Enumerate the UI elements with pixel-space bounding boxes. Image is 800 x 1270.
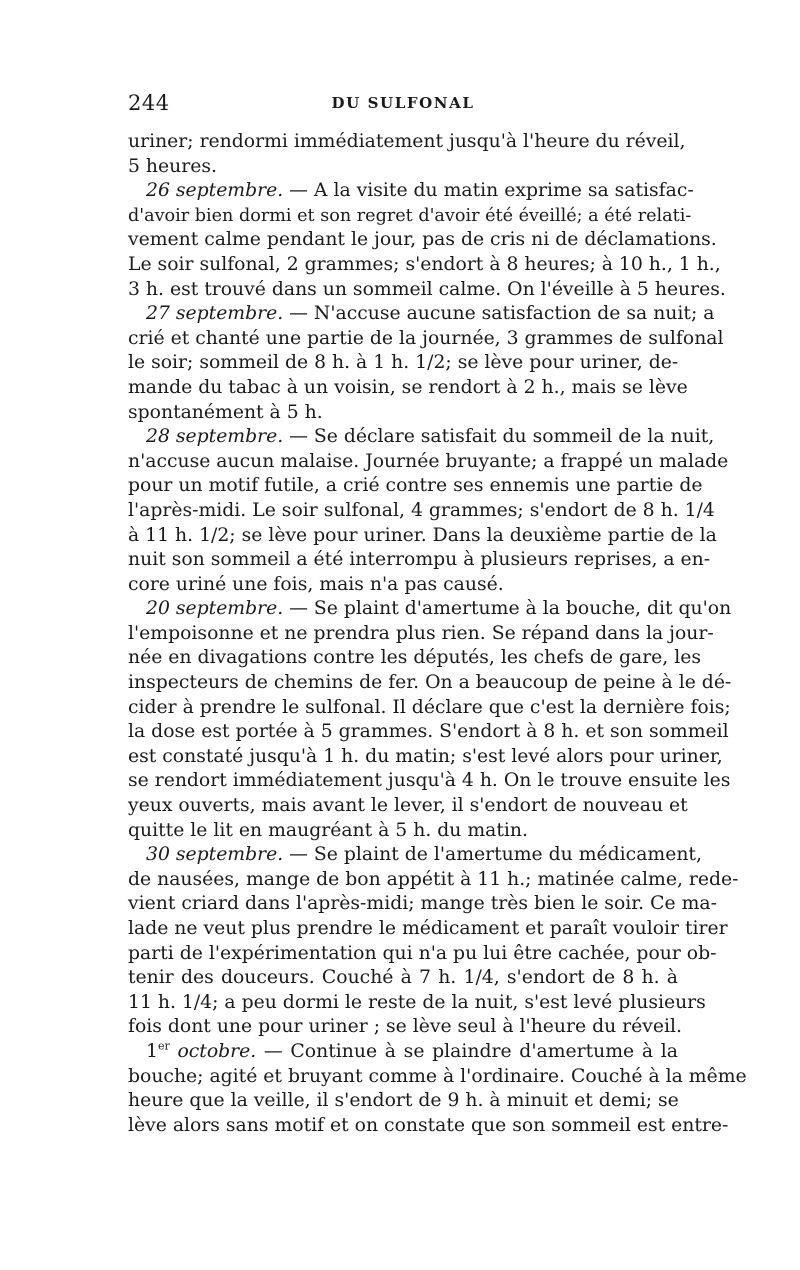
text-line: yeux ouverts, mais avant le lever, il s'endort de nouveau et (128, 795, 688, 817)
text-line: lève alors sans motif et on constate que son sommeil est entre- (128, 1114, 729, 1136)
text-line: 3 h. est trouvé dans un sommeil calme. On l'éveille à 5 heures. (128, 278, 726, 300)
entry-date: 26 septembre. (146, 180, 284, 202)
text-line: vement calme pendant le jour, pas de cris ni de déclamations. (128, 229, 717, 251)
paragraph (128, 130, 686, 179)
entry-date: 28 septembre. (146, 426, 284, 448)
text-line: core uriné une fois, mais n'a pas causé. (128, 573, 504, 595)
text-line (128, 425, 715, 450)
text-line: à 11 h. 1/2; se lève pour uriner. Dans la deuxième partie de la (128, 524, 717, 546)
text-line: vient criard dans l'après-midi; mange très bien le soir. Ce ma- (128, 893, 717, 915)
paragraph (128, 597, 732, 843)
entry-date: 30 septembre. (146, 844, 284, 866)
text-line: parti de l'expérimentation qui n'a pu lui être cachée, pour ob- (128, 942, 717, 964)
text-line: l'empoisonne et ne prendra plus rien. Se répand dans la jour- (128, 622, 714, 644)
text-line: née en divagations contre les députés, les chefs de gare, les (128, 647, 701, 669)
text-line: nuit son sommeil a été interrompu à plusieurs reprises, a en- (128, 549, 711, 571)
line-text: — Se plaint d'amertume à la bouche, dit qu'on (283, 598, 732, 620)
line-text: — Se déclare satisfait du sommeil de la nuit, (283, 426, 715, 448)
text-line: mande du tabac à un voisin, se rendort à 2 h., mais se lève (128, 376, 688, 398)
text-line: d'avoir bien dormi et son regret d'avoir été éveillé; a été relati- (128, 205, 692, 226)
entry-date: octobre. (169, 1040, 257, 1062)
entry-date: 20 septembre. (146, 598, 284, 620)
line-text: — A la visite du matin exprime sa satisfac- (283, 180, 694, 202)
text-line: 5 heures. (128, 155, 217, 177)
text-line: est constaté jusqu'à 1 h. du matin; s'est levé alors pour uriner, (128, 745, 723, 767)
text-line (128, 843, 702, 868)
text-line: cider à prendre le sulfonal. Il déclare que c'est la dernière fois; (128, 696, 731, 718)
text-line: inspecteurs de chemins de fer. On a beaucoup de peine à le dé- (128, 672, 732, 694)
text-line (128, 597, 732, 622)
entry-date-number: 1 (146, 1040, 158, 1062)
text-line: bouche; agité et bruyant comme à l'ordinaire. Couché à la même (128, 1065, 747, 1087)
text-line: l'après-midi. Le soir sulfonal, 4 grammes; s'endort de 8 h. 1/4 (128, 499, 715, 521)
line-text: — Continue à se plaindre d'amertume à la (256, 1040, 678, 1062)
text-line (128, 1040, 678, 1065)
text-line: spontanément à 5 h. (128, 401, 323, 423)
text-line (128, 302, 715, 327)
paragraph (128, 843, 739, 1040)
text-line: quitte le lit en maugréant à 5 h. du matin. (128, 819, 528, 841)
page-number: 244 (128, 91, 170, 115)
running-head: DU SULFONAL (331, 94, 475, 112)
text-line: se rendort immédiatement jusqu'à 4 h. On le trouve ensuite les (128, 770, 731, 792)
entry-date: 27 septembre. (146, 303, 284, 325)
page-body (128, 130, 747, 1138)
paragraph (128, 1039, 747, 1138)
text-line: crié et chanté une partie de la journée, 3 grammes de sulfonal (128, 327, 724, 349)
text-line: la dose est portée à 5 grammes. S'endort à 8 h. et son sommeil (128, 721, 729, 743)
text-line: pour un motif futile, a crié contre ses ennemis une partie de (128, 475, 703, 497)
text-line: lade ne veut plus prendre le médicament et paraît vouloir tirer (128, 918, 728, 939)
paragraph (128, 425, 729, 597)
text-line: de nausées, mange de bon appétit à 11 h.; matinée calme, rede- (128, 868, 739, 890)
page-header (128, 91, 678, 121)
entry-date-superscript: er (157, 1039, 170, 1053)
line-text: — Se plaint de l'amertume du médicament, (283, 844, 702, 866)
paragraph (128, 302, 724, 425)
text-line: n'accuse aucun malaise. Journée bruyante; a frappé un malade (128, 450, 729, 472)
text-line (128, 179, 694, 204)
line-text: — N'accuse aucune satisfaction de sa nuit; a (283, 303, 715, 325)
text-line: Le soir sulfonal, 2 grammes; s'endort à 8 heures; à 10 h., 1 h., (128, 253, 721, 275)
text-line: tenir des douceurs. Couché à 7 h. 1/4, s'endort de 8 h. à (128, 967, 678, 989)
text-line: heure que la veille, il s'endort de 9 h. à minuit et demi; se (128, 1090, 679, 1112)
text-line: fois dont une pour uriner ; se lève seul à l'heure du réveil. (128, 1016, 682, 1038)
text-line: le soir; sommeil de 8 h. à 1 h. 1/2; se lève pour uriner, de- (128, 352, 679, 374)
text-line: uriner; rendormi immédiatement jusqu'à l'heure du réveil, (128, 131, 686, 152)
text-line: 11 h. 1/4; a peu dormi le reste de la nuit, s'est levé plusieurs (128, 991, 706, 1013)
paragraph (128, 179, 726, 302)
